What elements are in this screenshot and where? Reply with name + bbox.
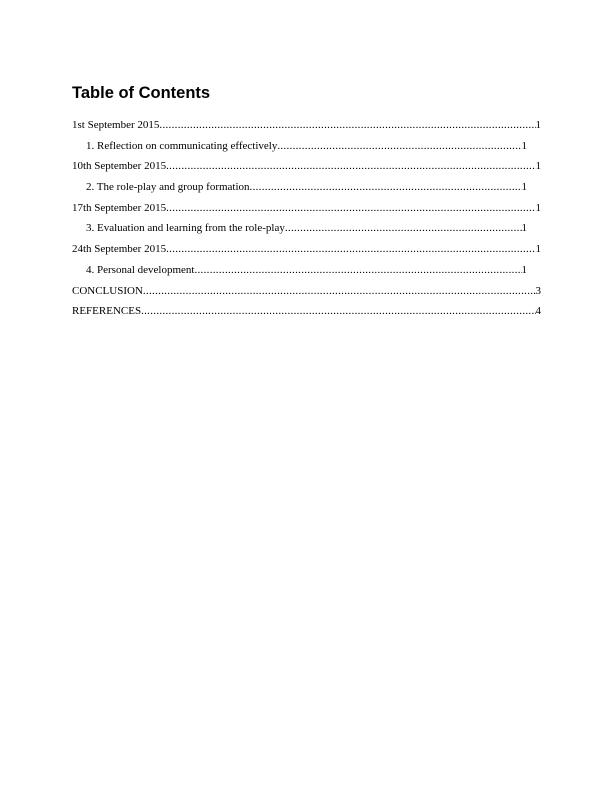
- toc-entry-text: 17th September 2015: [72, 201, 167, 214]
- toc-page-number: 1: [535, 160, 541, 173]
- toc-entry-text: 3. Evaluation and learning from the role-play: [86, 222, 285, 235]
- toc-entry-text: CONCLUSION: [72, 284, 143, 297]
- toc-entry[interactable]: [72, 156, 541, 177]
- toc-entry[interactable]: [72, 177, 541, 198]
- toc-page-number: 1: [521, 263, 527, 276]
- toc-page-number: 1: [521, 222, 527, 235]
- toc-entry-text: REFERENCES: [72, 305, 142, 318]
- toc-entry[interactable]: [72, 115, 541, 136]
- toc-page-number: 1: [521, 139, 527, 152]
- toc-dot-leader: [159, 115, 535, 136]
- toc-list: [72, 115, 541, 322]
- toc-dot-leader: [277, 136, 521, 157]
- toc-entry-text: 4. Personal development: [86, 263, 195, 276]
- toc-entry-text: 1. Reflection on communicating effectively: [86, 139, 278, 152]
- toc-dot-leader: [285, 218, 522, 239]
- toc-page-number: 1: [521, 181, 527, 194]
- toc-entry-text: 1st September 2015: [72, 119, 160, 131]
- toc-entry[interactable]: [72, 301, 541, 322]
- toc-dot-leader: [250, 177, 522, 198]
- toc-entry-text: 24th September 2015: [72, 243, 167, 256]
- toc-dot-leader: [141, 301, 535, 322]
- toc-dot-leader: [194, 260, 521, 281]
- toc-entry[interactable]: [72, 136, 541, 157]
- toc-dot-leader: [143, 281, 536, 302]
- toc-entry-text: 2. The role-play and group formation: [86, 181, 250, 194]
- toc-dot-leader: [166, 198, 535, 219]
- toc-page-number: 4: [535, 305, 541, 318]
- toc-entry[interactable]: [72, 281, 541, 302]
- toc-page-number: 1: [535, 201, 541, 214]
- toc-entry[interactable]: [72, 218, 541, 239]
- toc-entry-text: 10th September 2015: [72, 160, 167, 173]
- toc-entry[interactable]: [72, 239, 541, 260]
- toc-entry[interactable]: [72, 260, 541, 281]
- toc-entry[interactable]: [72, 198, 541, 219]
- toc-page-number: 3: [535, 284, 541, 297]
- toc-dot-leader: [166, 239, 535, 260]
- toc-page-number: 1: [535, 119, 541, 131]
- toc-title: Table of Contents: [72, 84, 211, 102]
- toc-page-number: 1: [535, 243, 541, 256]
- toc-dot-leader: [166, 156, 535, 177]
